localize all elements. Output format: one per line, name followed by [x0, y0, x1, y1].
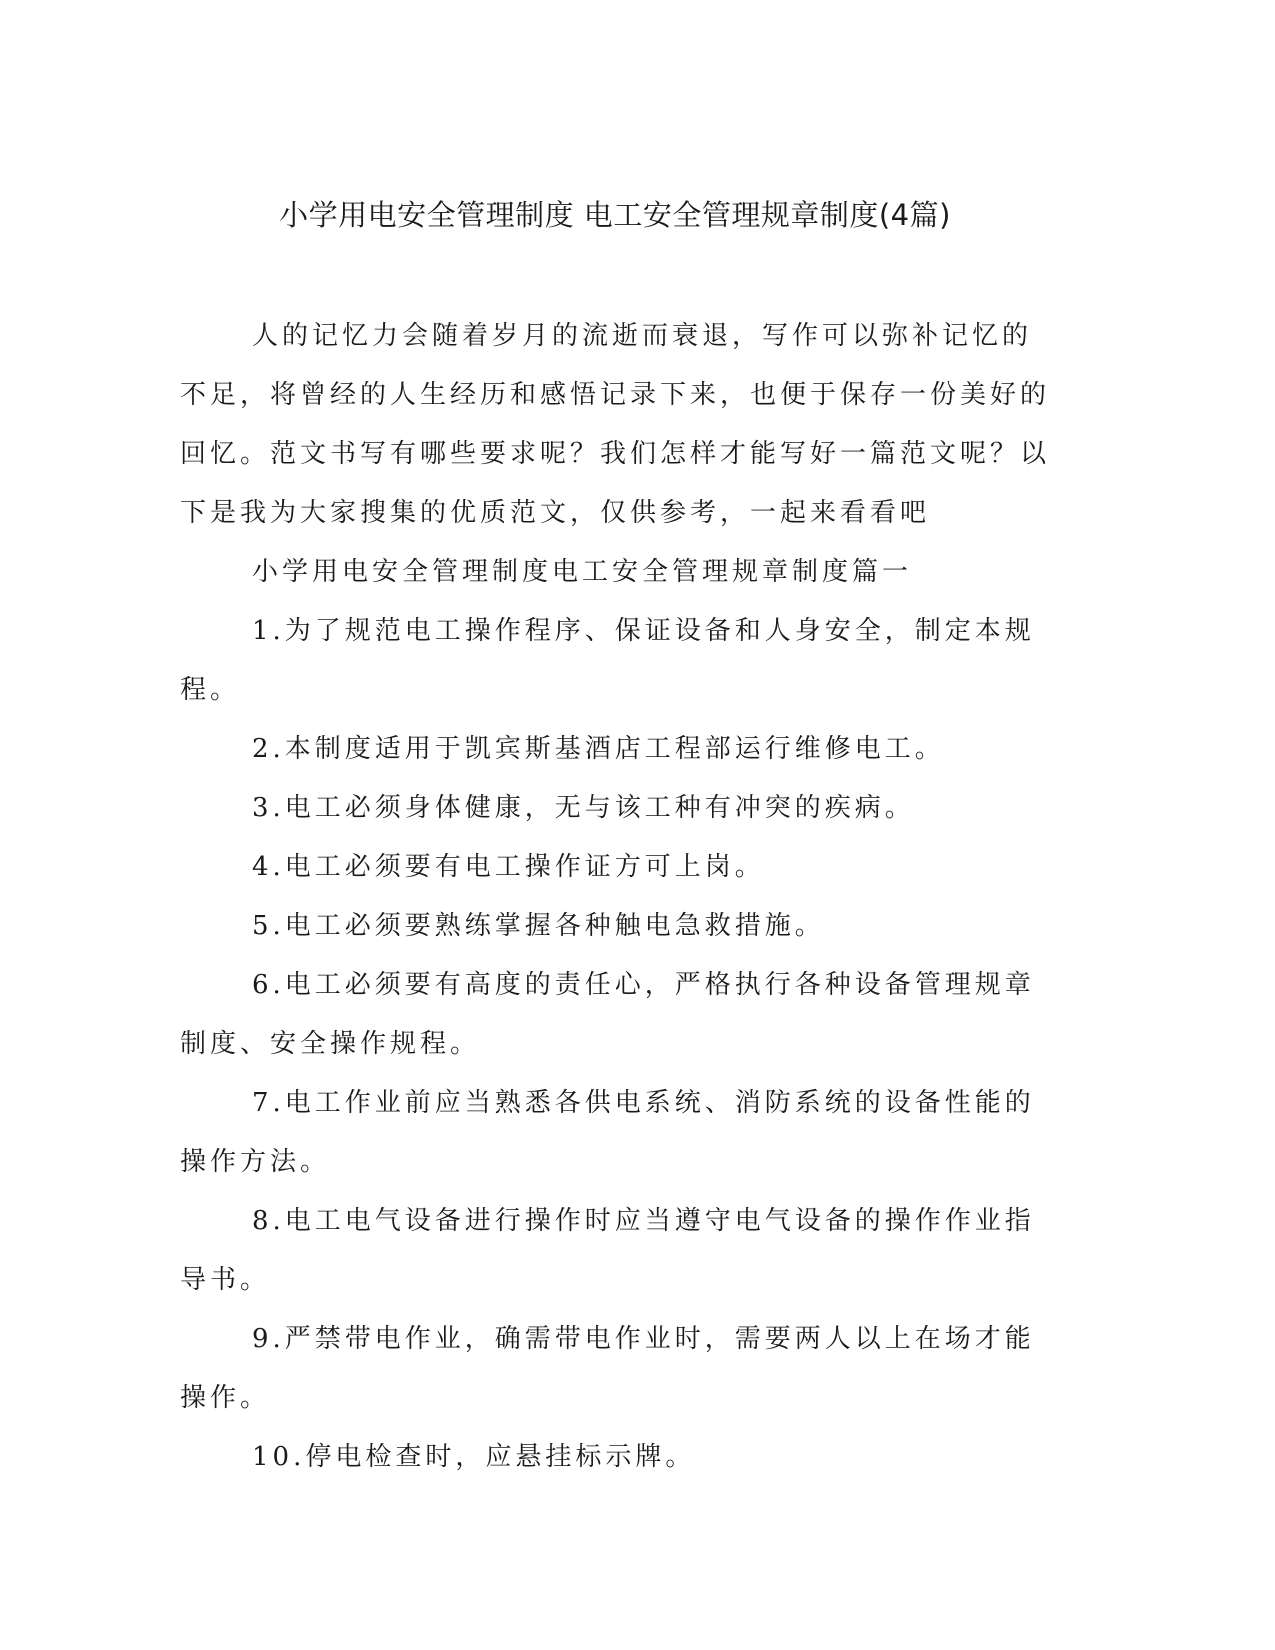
rule-item-6: 6.电工必须要有高度的责任心，严格执行各种设备管理规章制度、安全操作规程。	[180, 970, 1035, 1059]
rule-item-4: 4.电工必须要有电工操作证方可上岗。	[252, 852, 765, 882]
rule-item-3: 3.电工必须身体健康，无与该工种有冲突的疾病。	[252, 793, 915, 823]
rule-item-8: 8.电工电气设备进行操作时应当遵守电气设备的操作作业指导书。	[180, 1206, 1035, 1295]
rule-item-5: 5.电工必须要熟练掌握各种触电急救措施。	[252, 911, 825, 941]
intro-paragraph: 人的记忆力会随着岁月的流逝而衰退，写作可以弥补记忆的不足，将曾经的人生经历和感悟记录下来，也便于保存一份美好的回忆。范文书写有哪些要求呢？我们怎样才能写好一篇范文呢？以下是我为大家搜集的优质范文，仅供参考，一起来看看吧	[180, 321, 1051, 528]
rule-item-2: 2.本制度适用于凯宾斯基酒店工程部运行维修电工。	[252, 734, 945, 764]
rule-item-9: 9.严禁带电作业，确需带电作业时，需要两人以上在场才能操作。	[180, 1324, 1035, 1413]
rule-item-1: 1.为了规范电工操作程序、保证设备和人身安全，制定本规程。	[180, 616, 1035, 705]
document-title: 小学用电安全管理制度 电工安全管理规章制度(4篇)	[279, 198, 951, 232]
rule-item-10: 10.停电检查时，应悬挂标示牌。	[252, 1442, 696, 1472]
document-page	[180, 195, 1050, 1487]
rule-item-7: 7.电工作业前应当熟悉各供电系统、消防系统的设备性能的操作方法。	[180, 1088, 1035, 1177]
section-heading: 小学用电安全管理制度电工安全管理规章制度篇一	[252, 557, 913, 587]
